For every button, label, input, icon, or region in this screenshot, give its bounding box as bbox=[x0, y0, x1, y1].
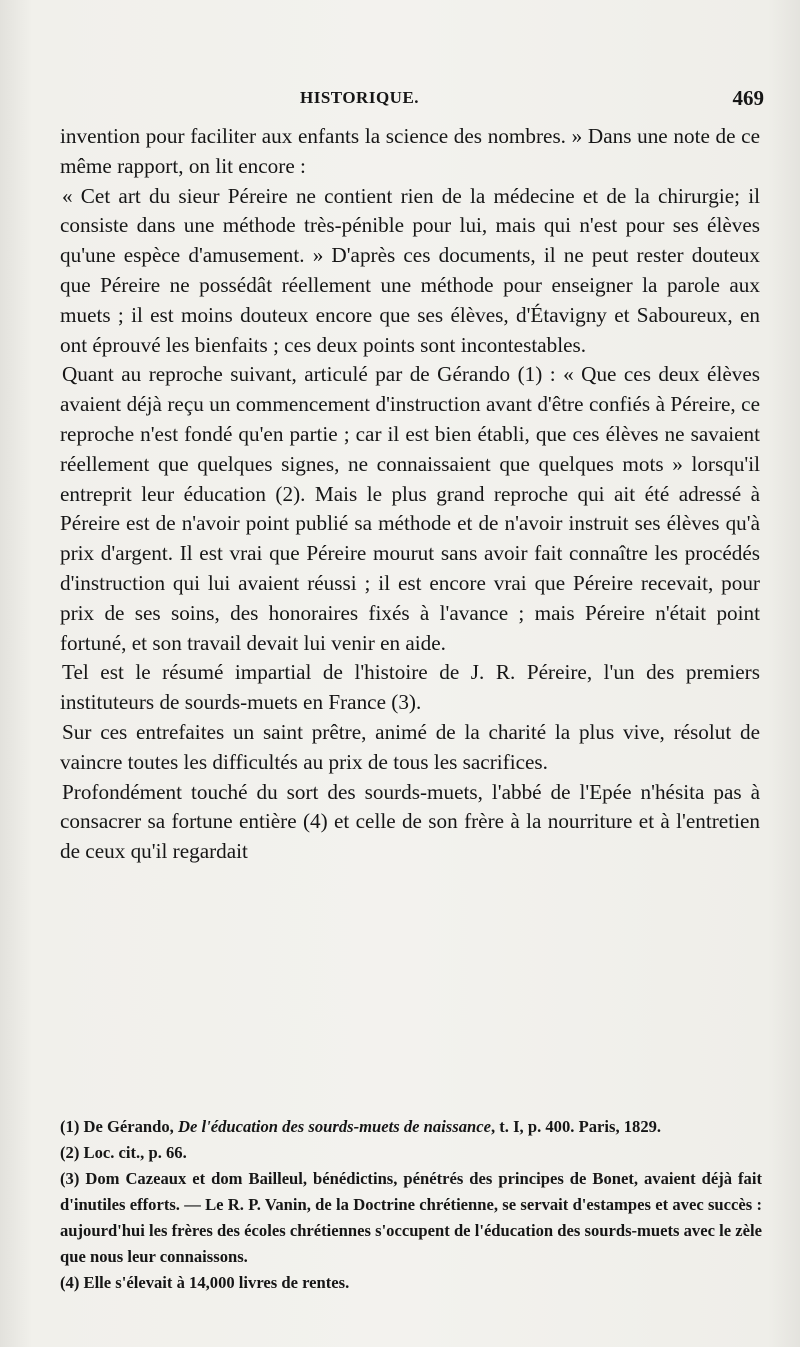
paragraph-2: « Cet art du sieur Péreire ne contient rien de la médecine et de la chirurgie; il consiste dans une méthode très-pénible pour lui, mais qui n'est pour ses élèves qu'une espèce d'amusement. » D'après ces documents, il ne peut rester douteux que Péreire ne possédât réellement une méthode pour enseigner la parole aux muets ; il est moins douteux encore que ses élèves, d'Étavigny et Saboureux, en ont éprouvé les bienfaits ; ces deux points sont incontestables. bbox=[60, 183, 760, 357]
footnote-1-suffix: , t. I, p. 400. Paris, 1829. bbox=[490, 1117, 662, 1136]
footnote-4: (4) Elle s'élevait à 14,000 livres de rentes. bbox=[60, 1273, 350, 1292]
page-number: 469 bbox=[732, 86, 764, 110]
footnote-1 bbox=[60, 1114, 762, 1140]
footnote-3: (3) Dom Cazeaux et dom Bailleul, bénédictins, pénétrés des principes de Bonet, avaient déjà fait d'inutiles efforts. — Le R. P. Vanin, de la Doctrine chrétienne, se servait d'estampes et avec succès : aujourd'hui les frères des écoles chrétiennes s'occupent de l'éducation des sourds-muets avec le zèle que nous leur connaissons. bbox=[60, 1169, 762, 1266]
paragraph-3: Quant au reproche suivant, articulé par de Gérando (1) : « Que ces deux élèves avaient déjà reçu un commencement d'instruction avant d'être confiés à Péreire, ce reproche n'est fondé qu'en partie ; car il est bien établi, que ces élèves ne savaient réellement que quelques signes, ne connaissaient que quelques mots » lorsqu'il entreprit leur éducation (2). Mais le plus grand reproche qui ait été adressé à Péreire est de n'avoir point publié sa méthode et de n'avoir instruit ses élèves qu'à prix d'argent. Il est vrai que Péreire mourut sans avoir fait connaître les procédés d'instruction qui lui avaient réussi ; il est encore vrai que Péreire recevait, pour prix de ses soins, des honoraires fixés à l'avance ; mais Péreire n'était point fortuné, et son travail devait lui venir en aide. bbox=[60, 362, 760, 655]
running-title: HISTORIQUE. bbox=[300, 88, 420, 107]
paragraph-5: Sur ces entrefaites un saint prêtre, animé de la charité la plus vive, résolut de vaincre toutes les difficultés au prix de tous les sacrifices. bbox=[60, 719, 760, 774]
main-text bbox=[60, 122, 760, 867]
footnote-1-title: De l'éducation des sourds-muets de naissance bbox=[177, 1117, 491, 1136]
paragraph-6: Profondément touché du sort des sourds-muets, l'abbé de l'Epée n'hésita pas à consacrer sa fortune entière (4) et celle de son frère à la nourriture et à l'entretien de ceux qu'il regardait bbox=[60, 779, 760, 864]
footnotes bbox=[60, 1114, 762, 1296]
paragraph-4: Tel est le résumé impartial de l'histoire de J. R. Péreire, l'un des premiers instituteurs de sourds-muets en France (3). bbox=[60, 660, 760, 715]
footnote-1-prefix: (1) De Gérando, bbox=[60, 1117, 178, 1136]
paragraph-1: invention pour faciliter aux enfants la science des nombres. » Dans une note de ce même rapport, on lit encore : bbox=[60, 124, 760, 178]
page-header bbox=[0, 86, 800, 116]
footnote-2: (2) Loc. cit., p. 66. bbox=[60, 1143, 187, 1162]
